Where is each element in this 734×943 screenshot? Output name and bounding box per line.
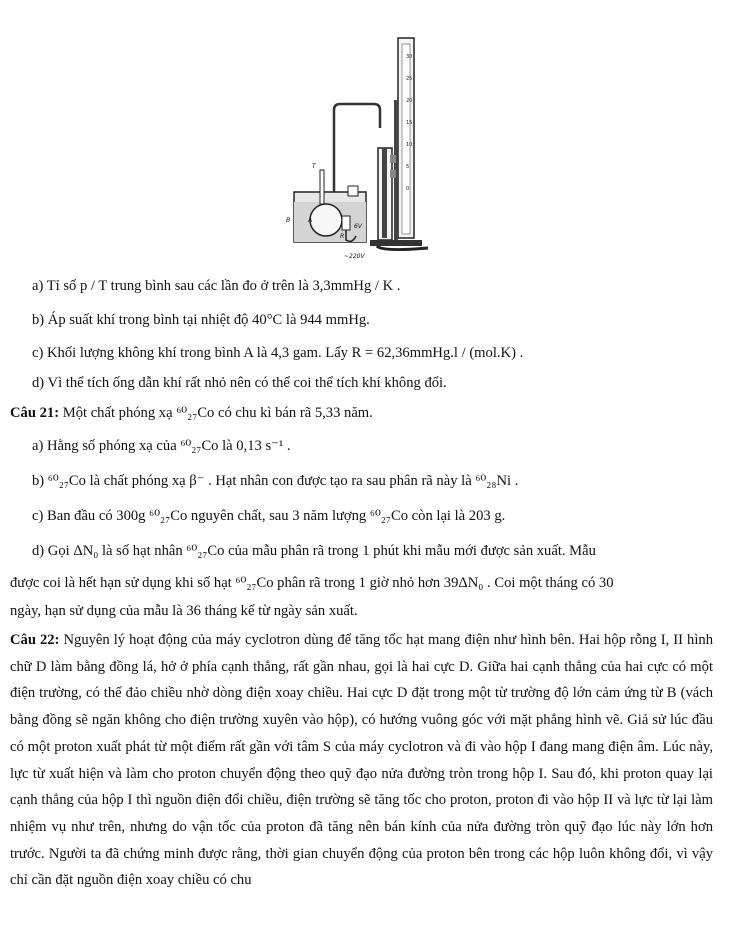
question-22-text: Nguyên lý hoạt động của máy cyclotron dùng để tăng tốc hạt mang điện như hình bên. Hai hộp rỗng I, II hình chữ D làm bằng đồng lá, hở ở phía cạnh thẳng, rất gần nhau, gọi là hai cực D. Giữa hai cạnh thẳng của hai cực có một điện trường, có thể đảo chiều nhờ dòng điện xoay chiều. Hai cực D đặt trong một từ trường độ lớn cảm ứng từ B (vách bằng đồng sẽ ngăn không cho điện trường xuyên vào hộp), có hướng vuông góc với mặt phẳng hình vẽ. Giả sử lúc đầu có một proton xuất phát từ một điểm rất gần với tâm S của máy cyclotron và đi vào hộp I đang mang điện âm. Lúc này, lực từ xuất hiện và làm cho proton chuyển động theo quỹ đạo nửa đường tròn trong hộp I. Sau đó, khi proton quay lại cạnh thẳng của hộp I thì nguồn điện đổi chiều, điện trường sẽ tăng tốc cho proton, proton đi vào hộp II và lực từ lại làm nhiệm vụ như trên, nhưng do vận tốc của proton đã tăng nên bán kính của nửa đường tròn quỹ đạo lúc này lớn hơn trước. Người ta đã chứng minh được rằng, thời gian chuyển động của proton bên trong các hộp luôn không đổi, vì vậy chỉ cần đặt nguồn điện xoay chiều có chu bbox=[10, 632, 713, 889]
statement-b: b) Áp suất khí trong bình tại nhiệt độ 40°C là 944 mmHg. bbox=[32, 312, 370, 328]
question-21 bbox=[10, 403, 373, 423]
q21-statement-c: c) Ban đầu có 300g ⁶⁰₂₇Co nguyên chất, sau 3 năm lượng ⁶⁰₂₇Co còn lại là 203 g. bbox=[32, 508, 506, 524]
question-21-text: Một chất phóng xạ ⁶⁰₂₇Co có chu kì bán rã 5,33 năm. bbox=[62, 405, 373, 421]
q21-statement-d-line2: được coi là hết hạn sử dụng khi số hạt ⁶⁰₂₇Co phân rã trong 1 giờ nhỏ hơn 39ΔN₀ . Coi một tháng có 30 bbox=[10, 575, 614, 591]
label-6v: 6V bbox=[354, 223, 362, 230]
label-220v: ~220V bbox=[344, 253, 365, 260]
scale-5: 5 bbox=[406, 164, 410, 170]
scale-15: 15 bbox=[406, 120, 413, 126]
statement-d: d) Vì thể tích ống dẫn khí rất nhỏ nên có thể coi thể tích khí không đổi. bbox=[32, 375, 447, 391]
label-a: A bbox=[308, 217, 313, 224]
scale-30: 30 bbox=[406, 54, 413, 60]
statement-c: c) Khối lượng không khí trong bình A là 4,3 gam. Lấy R = 62,36mmHg.l / (mol.K) . bbox=[32, 345, 524, 361]
apparatus-figure bbox=[282, 30, 442, 262]
label-t: T bbox=[312, 163, 316, 170]
scale-0: 0 bbox=[406, 186, 410, 192]
question-22 bbox=[10, 627, 713, 894]
label-r: R bbox=[340, 233, 345, 240]
q21-statement-b: b) ⁶⁰₂₇Co là chất phóng xạ β⁻ . Hạt nhân con được tạo ra sau phân rã này là ⁶⁰₂₈Ni . bbox=[32, 473, 519, 489]
q21-statement-d-line1: d) Gọi ΔN₀ là số hạt nhân ⁶⁰₂₇Co của mẫu phân rã trong 1 phút khi mẫu mới được sản xuất. Mẫu bbox=[32, 543, 596, 559]
q21-statement-d-line3: ngày, hạn sử dụng của mẫu là 36 tháng kể từ ngày sản xuất. bbox=[10, 603, 358, 619]
question-22-label: Câu 22: bbox=[10, 632, 60, 648]
label-b: B bbox=[286, 217, 291, 224]
scale-25: 25 bbox=[406, 76, 413, 82]
scale-10: 10 bbox=[406, 142, 413, 148]
question-21-label: Câu 21: bbox=[10, 405, 60, 421]
statement-a: a) Tỉ số p / T trung bình sau các lần đo ở trên là 3,3mmHg / K . bbox=[32, 278, 401, 294]
q21-statement-a: a) Hằng số phóng xạ của ⁶⁰₂₇Co là 0,13 s⁻¹ . bbox=[32, 438, 291, 454]
scale-20: 20 bbox=[406, 98, 413, 104]
